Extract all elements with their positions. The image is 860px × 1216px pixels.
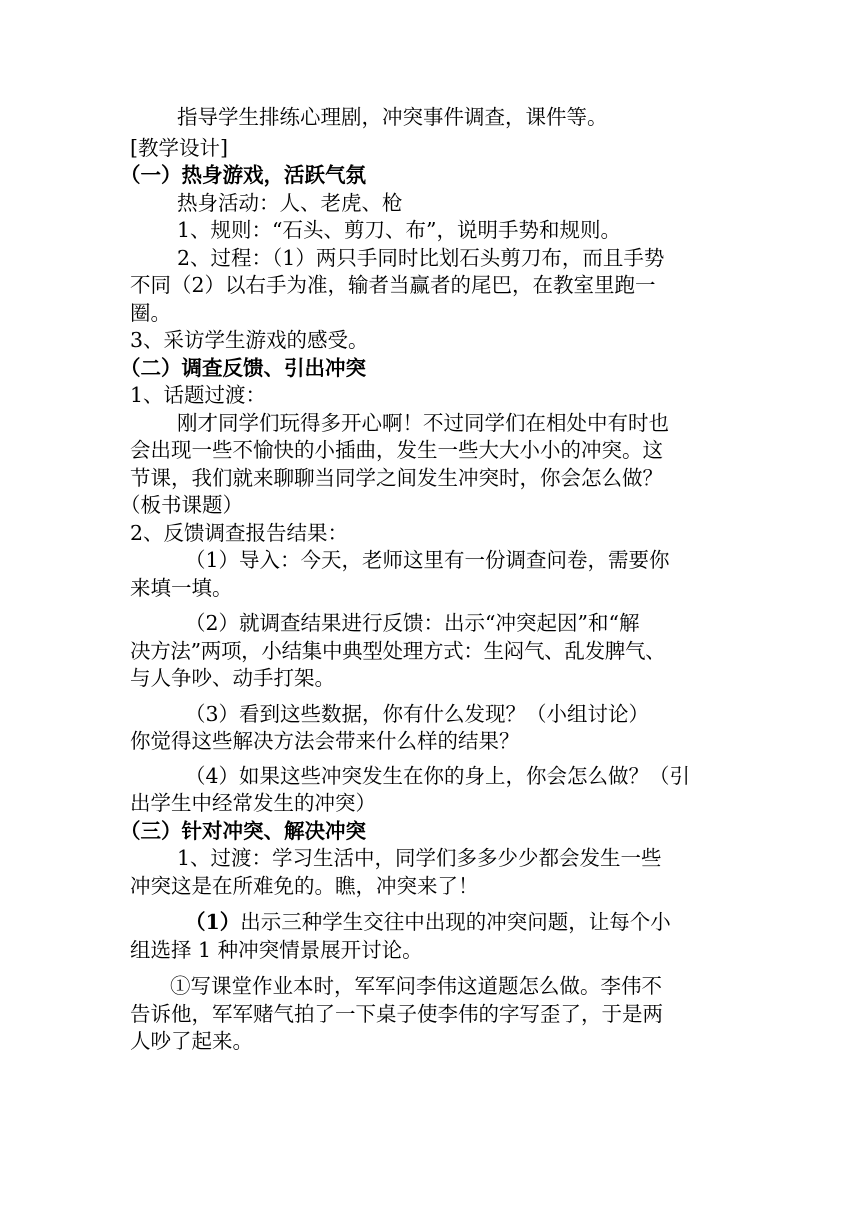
resolve-step1-text: 出示三种学生交往中出现的冲突问题，让每个小 [240, 910, 671, 934]
section-heading-teaching-design: [教学设计] [130, 135, 228, 160]
survey-feedback-label: 2、反馈调查报告结果： [130, 520, 349, 545]
survey-result-question: 你觉得这些解决方法会带来什么样的结果？ [130, 729, 520, 753]
document-body [120, 100, 730, 1056]
section-heading-survey: （二）调查反馈、引出冲突 [120, 355, 366, 380]
survey-discovery: （3）看到这些数据，你有什么发现？（小组讨论） [185, 701, 650, 726]
scenario-1-line1: ①写课堂作业本时，军军问李伟这道题怎么做。李伟不 [170, 974, 662, 998]
resolve-step1-number: （1） [185, 910, 241, 934]
resolve-step1-line1 [130, 909, 730, 937]
section-heading-warmup: （一）热身游戏，活跃气氛 [120, 163, 366, 187]
resolve-transition-line2: 冲突这是在所难免的。瞧，冲突来了！ [130, 873, 479, 898]
resolve-transition-line1: 1、过渡：学习生活中，同学们多多少少都会发生一些 [177, 846, 662, 870]
survey-self-question-line1: （4）如果这些冲突发生在你的身上，你会怎么做？（引 [185, 763, 691, 788]
transition-paragraph-line2: 会出现一些不愉快的小插曲，发生一些大大小小的冲突。这 [130, 438, 663, 462]
survey-intro-line1: （1）导入：今天，老师这里有一份调查问卷，需要你 [185, 548, 670, 572]
transition-paragraph-line3: 节课，我们就来聊聊当同学之间发生冲突时，你会怎么做？ [130, 465, 663, 490]
survey-intro-line2: 来填一填。 [130, 575, 233, 600]
warmup-activity: 热身活动：人、老虎、枪 [177, 190, 403, 215]
warmup-interview: 3、采访学生游戏的感受。 [130, 328, 369, 352]
resolve-step1-line2: 组选择 1 种冲突情景展开讨论。 [130, 937, 423, 962]
warmup-process-line3: 圈。 [130, 300, 171, 325]
transition-paragraph-line1: 刚才同学们玩得多开心啊！不过同学们在相处中有时也 [177, 410, 669, 435]
warmup-process-line2: 不同（2）以右手为准，输者当赢者的尾巴，在教室里跑一 [130, 273, 656, 297]
warmup-process-line1: 2、过程：（1）两只手同时比划石头剪刀布，而且手势 [177, 245, 665, 270]
materials-paragraph: 指导学生排练心理剧，冲突事件调查，课件等。 [177, 105, 608, 129]
survey-feedback-line3: 与人争吵、动手打架。 [130, 666, 335, 690]
section-heading-resolve: （三）针对冲突、解决冲突 [120, 818, 366, 843]
scenario-1-line3: 人吵了起来。 [130, 1029, 253, 1053]
warmup-rules: 1、规则：“石头、剪刀、布”，说明手势和规则。 [177, 218, 622, 242]
topic-transition-label: 1、话题过渡： [130, 383, 267, 407]
scenario-1-line2: 告诉他，军军赌气拍了一下桌子使李伟的字写歪了，于是两 [130, 1001, 663, 1026]
survey-feedback-line2: 决方法”两项，小结集中典型处理方式：生闷气、乱发脾气、 [130, 638, 666, 663]
survey-self-question-line2: 出学生中经常发生的冲突） [130, 791, 376, 815]
transition-paragraph-line4: （板书课题） [120, 493, 243, 517]
survey-feedback-line1: （2）就调查结果进行反馈：出示“冲突起因”和“解 [185, 611, 640, 635]
